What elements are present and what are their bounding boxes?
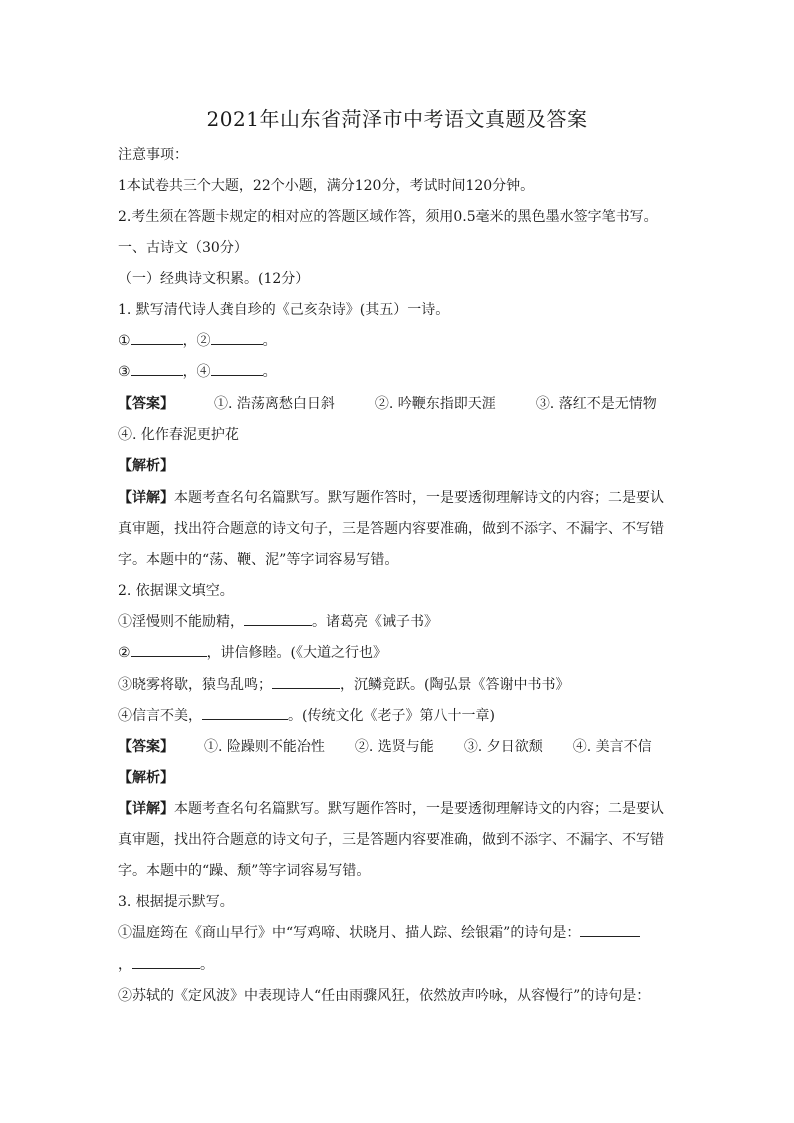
question-1-answer-4: ④. 化作春泥更护花 [118, 427, 239, 443]
analysis-tag: 【解析】 [118, 770, 174, 786]
answer-blank [580, 924, 640, 937]
question-3-item-1 [118, 924, 640, 942]
fill-text: ，讲信修睦。(《大道之行也》 [206, 645, 388, 661]
answer-tag: 【答案】 [118, 739, 174, 755]
question-1-blanks-row-1 [118, 332, 277, 350]
explanation-text: 本题考查名句名篇默写。默写题作答时，一是要透彻理解诗文的内容；二是要认 [174, 801, 664, 817]
answer-item: ④. 美言不信 [572, 739, 652, 755]
document-title: 2021年山东省菏泽市中考语文真题及答案 [206, 107, 588, 131]
blank-marker: ，④ [182, 364, 211, 380]
blank-marker: ，② [182, 333, 211, 349]
fill-text: ② [118, 645, 131, 661]
explanation-line-1 [118, 800, 664, 818]
fill-text: 。诸葛亮《诫子书》 [312, 614, 438, 630]
answer-item: ③. 夕日欲颓 [463, 739, 543, 755]
question-2: 2. 依据课文填空。 [118, 583, 234, 599]
question-2-answer [118, 738, 652, 756]
detail-tag: 【详解】 [118, 801, 174, 817]
question-2-item-3 [118, 676, 569, 694]
answer-blank [244, 613, 312, 626]
explanation-line-1 [118, 489, 664, 507]
question-3-item-1-cont [118, 956, 214, 974]
fill-text: ①淫慢则不能励精， [118, 614, 244, 630]
question-2-item-2 [118, 644, 387, 662]
detail-tag: 【详解】 [118, 490, 174, 506]
explanation-line-3: 字。本题中的“躁、颓”等字词容易写错。 [118, 863, 371, 879]
fill-text: ①温庭筠在《商山早行》中“写鸡啼、状晓月、描人踪、绘银霜”的诗句是： [118, 925, 581, 941]
answer-tag: 【答案】 [118, 396, 174, 412]
answer-item: ①. 险躁则不能冶性 [204, 739, 325, 755]
explanation-line-2: 真审题，找出符合题意的诗文句子，三是答题内容要准确，做到不添字、不漏字、不写错 [118, 521, 664, 537]
fill-text: ，沉鳞竞跃。(陶弘景《答谢中书书》 [340, 677, 570, 693]
fill-text: ③晓雾将歇，猿鸟乱鸣； [118, 677, 272, 693]
fill-text: 。 [200, 957, 214, 973]
answer-item: ②. 选贤与能 [354, 739, 434, 755]
fill-text: ， [118, 957, 132, 973]
subsection-heading-1: （一）经典诗文积累。(12分） [118, 271, 310, 287]
question-3-item-2: ②苏轼的《定风波》中表现诗人“任由雨骤风狂，依然放声吟咏，从容慢行”的诗句是： [118, 988, 651, 1004]
question-1-blanks-row-2 [118, 363, 277, 381]
fill-text: 。(传统文化《老子》第八十一章) [288, 708, 495, 724]
question-2-item-1 [118, 613, 438, 631]
answer-blank [211, 363, 263, 376]
section-heading-1: 一、古诗文（30分） [118, 240, 248, 256]
notice-heading: 注意事项： [118, 147, 188, 163]
explanation-text: 本题考查名句名篇默写。默写题作答时，一是要透彻理解诗文的内容；二是要认 [174, 490, 664, 506]
blank-marker: 。 [262, 364, 277, 380]
blank-marker: ③ [118, 364, 131, 380]
answer-blank [131, 363, 183, 376]
explanation-line-3: 字。本题中的“荡、鞭、泥”等字词容易写错。 [118, 552, 399, 568]
answer-blank [272, 676, 340, 689]
answer-item: ②. 吟鞭东指即天涯 [374, 396, 496, 412]
question-1-answer [118, 395, 657, 413]
question-3: 3. 根据提示默写。 [118, 894, 234, 910]
answer-item: ①. 浩荡离愁白日斜 [214, 396, 335, 412]
fill-text: ④信言不美， [118, 708, 202, 724]
blank-marker: 。 [262, 333, 277, 349]
blank-marker: ① [118, 333, 131, 349]
notice-item-1: 1本试卷共三个大题，22个小题，满分120分，考试时间120分钟。 [118, 178, 535, 194]
explanation-line-2: 真审题，找出符合题意的诗文句子，三是答题内容要准确，做到不添字、不漏字、不写错 [118, 832, 664, 848]
answer-blank [131, 644, 207, 657]
notice-item-2: 2.考生须在答题卡规定的相对应的答题区域作答，须用0.5毫米的黑色墨水签字笔书写。 [118, 209, 658, 225]
answer-blank [211, 332, 263, 345]
answer-blank [202, 707, 288, 720]
answer-item: ③. 落红不是无情物 [535, 396, 657, 412]
answer-blank [131, 332, 183, 345]
analysis-tag: 【解析】 [118, 458, 174, 474]
answer-blank [132, 956, 200, 969]
question-1: 1. 默写清代诗人龚自珍的《己亥杂诗》(其五）一诗。 [118, 302, 450, 318]
question-2-item-4 [118, 707, 495, 725]
